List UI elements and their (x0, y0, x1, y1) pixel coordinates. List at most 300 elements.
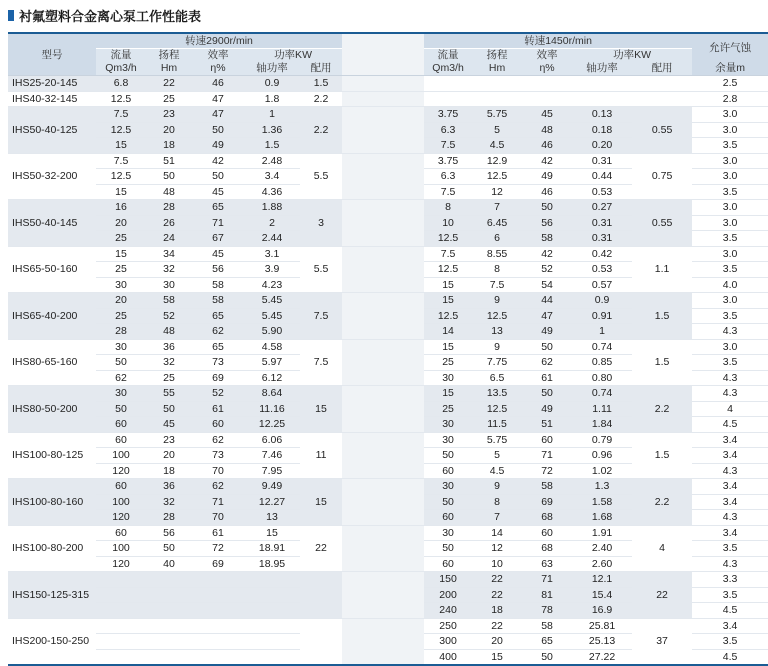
hi-eff-cell: 70 (192, 510, 244, 526)
lo-shaft-cell: 12.1 (572, 572, 632, 588)
lo-motor-cell: 2.2 (632, 479, 692, 526)
lo-shaft-cell: 0.27 (572, 200, 632, 216)
gap-cell (342, 76, 424, 92)
lo-flow-cell: 15 (424, 339, 472, 355)
lo-head-cell: 12.5 (472, 169, 522, 185)
lo-shaft-cell: 0.53 (572, 262, 632, 278)
hi-head-cell (146, 649, 192, 665)
hi-shaft-cell: 1.36 (244, 122, 300, 138)
lo-flow-cell: 400 (424, 649, 472, 665)
lo-eff-cell: 61 (522, 370, 572, 386)
hi-shaft-cell: 3.1 (244, 246, 300, 262)
gap-cell (342, 618, 424, 665)
lo-head-cell: 12 (472, 541, 522, 557)
hi-flow-cell: 50 (96, 355, 146, 371)
lo-flow-cell: 6.3 (424, 122, 472, 138)
table-title (8, 6, 201, 24)
model-cell: IHS65-50-160 (8, 246, 96, 293)
header-shaft-lo: 轴功率 (572, 62, 632, 76)
lo-flow-cell: 10 (424, 215, 472, 231)
gap-cell (342, 91, 424, 107)
lo-eff-cell: 46 (522, 184, 572, 200)
lo-shaft-cell: 0.96 (572, 448, 632, 464)
npsh-cell: 3.5 (692, 262, 768, 278)
lo-shaft-cell: 1.68 (572, 510, 632, 526)
npsh-cell: 3.0 (692, 107, 768, 123)
npsh-cell: 3.5 (692, 138, 768, 154)
hi-flow-cell: 7.5 (96, 107, 146, 123)
table-row (8, 76, 768, 92)
table-row (8, 293, 768, 309)
hi-head-cell: 32 (146, 262, 192, 278)
npsh-cell: 3.0 (692, 169, 768, 185)
hi-flow-cell: 30 (96, 386, 146, 402)
lo-eff-cell: 49 (522, 401, 572, 417)
lo-eff-cell: 71 (522, 448, 572, 464)
lo-eff-cell: 65 (522, 634, 572, 650)
hi-head-cell: 52 (146, 308, 192, 324)
lo-flow-cell: 30 (424, 432, 472, 448)
hi-head-cell: 30 (146, 277, 192, 293)
npsh-cell: 3.4 (692, 618, 768, 634)
gap-cell (342, 386, 424, 433)
hi-head-cell: 48 (146, 184, 192, 200)
hi-shaft-cell: 18.91 (244, 541, 300, 557)
lo-motor-cell: 0.55 (632, 107, 692, 154)
lo-flow-cell: 14 (424, 324, 472, 340)
hi-flow-cell: 30 (96, 339, 146, 355)
lo-eff-cell: 51 (522, 417, 572, 433)
hi-shaft-cell: 1 (244, 107, 300, 123)
hi-flow-cell: 120 (96, 463, 146, 479)
lo-eff-cell: 69 (522, 494, 572, 510)
npsh-cell: 4.3 (692, 386, 768, 402)
lo-eff-cell: 60 (522, 432, 572, 448)
hi-motor-cell: 5.5 (300, 153, 342, 200)
hi-shaft-cell (244, 572, 300, 588)
hi-flow-cell (96, 618, 146, 634)
lo-shaft-cell: 0.85 (572, 355, 632, 371)
model-cell: IHS100-80-125 (8, 432, 96, 479)
npsh-cell: 4.5 (692, 417, 768, 433)
lo-eff-cell: 49 (522, 169, 572, 185)
hi-head-cell: 20 (146, 122, 192, 138)
npsh-cell: 3.0 (692, 153, 768, 169)
lo-shaft-cell: 0.31 (572, 231, 632, 247)
hi-shaft-cell: 4.58 (244, 339, 300, 355)
npsh-cell: 3.4 (692, 494, 768, 510)
lo-eff-cell (522, 76, 572, 92)
hi-motor-cell: 2.2 (300, 107, 342, 154)
lo-flow-cell: 7.5 (424, 184, 472, 200)
hi-motor-cell: 15 (300, 386, 342, 433)
hi-head-cell: 25 (146, 370, 192, 386)
npsh-cell: 3.3 (692, 572, 768, 588)
hi-shaft-cell: 6.12 (244, 370, 300, 386)
lo-eff-cell: 60 (522, 525, 572, 541)
pump-performance-table (8, 32, 768, 666)
hi-flow-cell: 100 (96, 494, 146, 510)
hi-head-cell: 50 (146, 169, 192, 185)
hi-eff-cell: 47 (192, 91, 244, 107)
hi-eff-cell: 72 (192, 541, 244, 557)
lo-motor-cell (632, 76, 692, 92)
hi-eff-cell: 69 (192, 556, 244, 572)
lo-eff-cell: 48 (522, 122, 572, 138)
npsh-cell: 2.8 (692, 91, 768, 107)
table-row (8, 525, 768, 541)
gap-cell (342, 525, 424, 572)
lo-flow-cell: 12.5 (424, 262, 472, 278)
npsh-cell: 3.4 (692, 448, 768, 464)
npsh-cell: 4.0 (692, 277, 768, 293)
hi-eff-cell: 73 (192, 448, 244, 464)
lo-flow-cell: 50 (424, 494, 472, 510)
lo-head-cell: 6 (472, 231, 522, 247)
hi-head-cell: 45 (146, 417, 192, 433)
npsh-cell: 3.5 (692, 308, 768, 324)
hi-eff-cell: 49 (192, 138, 244, 154)
header-speed-1450: 转速1450r/min (424, 33, 692, 49)
header-eff-unit-hi: η% (192, 62, 244, 76)
lo-flow-cell: 50 (424, 541, 472, 557)
hi-eff-cell: 65 (192, 308, 244, 324)
lo-head-cell: 22 (472, 587, 522, 603)
header-speed-2900: 转速2900r/min (96, 33, 342, 49)
lo-motor-cell: 1.1 (632, 246, 692, 293)
hi-eff-cell: 62 (192, 432, 244, 448)
lo-head-cell: 5 (472, 448, 522, 464)
hi-shaft-cell: 1.5 (244, 138, 300, 154)
npsh-cell: 4.3 (692, 324, 768, 340)
lo-eff-cell: 47 (522, 308, 572, 324)
lo-eff-cell: 50 (522, 649, 572, 665)
lo-head-cell: 7 (472, 200, 522, 216)
hi-head-cell: 22 (146, 76, 192, 92)
lo-flow-cell: 15 (424, 277, 472, 293)
hi-head-cell: 50 (146, 401, 192, 417)
lo-shaft-cell: 0.13 (572, 107, 632, 123)
table-row (8, 91, 768, 107)
header-head-unit-hi: Hm (146, 62, 192, 76)
table-row (8, 572, 768, 588)
hi-flow-cell: 15 (96, 138, 146, 154)
lo-head-cell: 7 (472, 510, 522, 526)
lo-flow-cell: 200 (424, 587, 472, 603)
hi-flow-cell: 60 (96, 432, 146, 448)
header-flow-unit-lo: Qm3/h (424, 62, 472, 76)
lo-flow-cell: 15 (424, 293, 472, 309)
lo-head-cell: 18 (472, 603, 522, 619)
hi-eff-cell: 73 (192, 355, 244, 371)
lo-motor-cell (632, 91, 692, 107)
header-head-unit-lo: Hm (472, 62, 522, 76)
lo-flow-cell: 25 (424, 401, 472, 417)
hi-shaft-cell: 12.27 (244, 494, 300, 510)
lo-head-cell: 12.5 (472, 401, 522, 417)
npsh-cell: 4.3 (692, 463, 768, 479)
lo-eff-cell: 81 (522, 587, 572, 603)
hi-flow-cell: 12.5 (96, 122, 146, 138)
header-power-hi: 功率KW (244, 49, 342, 63)
hi-eff-cell (192, 603, 244, 619)
lo-head-cell: 7.75 (472, 355, 522, 371)
model-cell: IHS100-80-200 (8, 525, 96, 572)
lo-eff-cell: 62 (522, 355, 572, 371)
table-row (8, 479, 768, 495)
hi-head-cell: 51 (146, 153, 192, 169)
lo-head-cell: 14 (472, 525, 522, 541)
lo-shaft-cell: 1.02 (572, 463, 632, 479)
lo-shaft-cell: 0.44 (572, 169, 632, 185)
hi-flow-cell: 50 (96, 401, 146, 417)
lo-head-cell: 6.5 (472, 370, 522, 386)
hi-motor-cell: 7.5 (300, 339, 342, 386)
hi-shaft-cell: 18.95 (244, 556, 300, 572)
hi-flow-cell: 7.5 (96, 153, 146, 169)
lo-flow-cell: 7.5 (424, 138, 472, 154)
lo-eff-cell: 78 (522, 603, 572, 619)
hi-shaft-cell: 2.44 (244, 231, 300, 247)
hi-shaft-cell: 4.23 (244, 277, 300, 293)
hi-eff-cell: 58 (192, 277, 244, 293)
model-cell: IHS100-80-160 (8, 479, 96, 526)
hi-shaft-cell (244, 603, 300, 619)
hi-head-cell: 58 (146, 293, 192, 309)
lo-eff-cell: 56 (522, 215, 572, 231)
header-model: 型号 (8, 33, 96, 76)
lo-head-cell: 15 (472, 649, 522, 665)
header-flow-lo: 流量 (424, 49, 472, 63)
hi-motor-cell: 2.2 (300, 91, 342, 107)
hi-flow-cell: 16 (96, 200, 146, 216)
lo-head-cell: 12.9 (472, 153, 522, 169)
lo-flow-cell: 240 (424, 603, 472, 619)
npsh-cell: 3.0 (692, 339, 768, 355)
hi-flow-cell (96, 649, 146, 665)
npsh-cell: 4.5 (692, 649, 768, 665)
lo-head-cell: 10 (472, 556, 522, 572)
lo-shaft-cell: 2.60 (572, 556, 632, 572)
gap-cell (342, 572, 424, 619)
gap-cell (342, 339, 424, 386)
lo-flow-cell: 12.5 (424, 231, 472, 247)
hi-head-cell: 26 (146, 215, 192, 231)
hi-motor-cell: 11 (300, 432, 342, 479)
hi-shaft-cell (244, 618, 300, 634)
lo-eff-cell (522, 91, 572, 107)
hi-head-cell: 28 (146, 200, 192, 216)
hi-motor-cell (300, 572, 342, 619)
hi-eff-cell: 50 (192, 122, 244, 138)
hi-flow-cell: 62 (96, 370, 146, 386)
hi-shaft-cell: 6.06 (244, 432, 300, 448)
hi-flow-cell: 15 (96, 184, 146, 200)
hi-flow-cell (96, 587, 146, 603)
npsh-cell: 4 (692, 401, 768, 417)
hi-eff-cell: 52 (192, 386, 244, 402)
lo-head-cell (472, 76, 522, 92)
lo-eff-cell: 58 (522, 231, 572, 247)
lo-head-cell: 8 (472, 262, 522, 278)
hi-shaft-cell: 7.95 (244, 463, 300, 479)
header-power-lo: 功率KW (572, 49, 692, 63)
gap-cell (342, 293, 424, 340)
hi-flow-cell (96, 572, 146, 588)
lo-eff-cell: 50 (522, 339, 572, 355)
hi-shaft-cell: 13 (244, 510, 300, 526)
gap-cell (342, 153, 424, 200)
hi-shaft-cell (244, 634, 300, 650)
hi-head-cell (146, 618, 192, 634)
lo-head-cell: 6.45 (472, 215, 522, 231)
hi-head-cell: 56 (146, 525, 192, 541)
hi-flow-cell: 12.5 (96, 91, 146, 107)
header-motor-hi: 配用 (300, 62, 342, 76)
lo-head-cell: 5.75 (472, 107, 522, 123)
lo-shaft-cell: 25.13 (572, 634, 632, 650)
header-eff-unit-lo: η% (522, 62, 572, 76)
lo-head-cell: 8 (472, 494, 522, 510)
lo-head-cell: 5.75 (472, 432, 522, 448)
lo-shaft-cell: 0.53 (572, 184, 632, 200)
lo-head-cell (472, 91, 522, 107)
lo-flow-cell: 300 (424, 634, 472, 650)
lo-eff-cell: 63 (522, 556, 572, 572)
hi-flow-cell: 25 (96, 308, 146, 324)
table-body (8, 76, 768, 666)
hi-eff-cell (192, 618, 244, 634)
hi-eff-cell (192, 649, 244, 665)
hi-head-cell: 36 (146, 479, 192, 495)
gap-cell (342, 246, 424, 293)
hi-shaft-cell (244, 587, 300, 603)
npsh-cell: 4.3 (692, 370, 768, 386)
hi-head-cell: 34 (146, 246, 192, 262)
lo-flow-cell (424, 76, 472, 92)
hi-flow-cell: 28 (96, 324, 146, 340)
lo-shaft-cell: 0.42 (572, 246, 632, 262)
lo-flow-cell: 50 (424, 448, 472, 464)
lo-eff-cell: 45 (522, 107, 572, 123)
hi-shaft-cell: 15 (244, 525, 300, 541)
hi-eff-cell: 47 (192, 107, 244, 123)
lo-shaft-cell: 0.74 (572, 339, 632, 355)
hi-eff-cell: 56 (192, 262, 244, 278)
lo-shaft-cell: 1 (572, 324, 632, 340)
lo-shaft-cell: 1.3 (572, 479, 632, 495)
lo-head-cell: 8.55 (472, 246, 522, 262)
npsh-cell: 3.0 (692, 122, 768, 138)
lo-shaft-cell: 15.4 (572, 587, 632, 603)
hi-head-cell: 32 (146, 494, 192, 510)
hi-flow-cell (96, 634, 146, 650)
hi-head-cell: 50 (146, 541, 192, 557)
header-flow-hi: 流量 (96, 49, 146, 63)
lo-eff-cell: 44 (522, 293, 572, 309)
hi-shaft-cell: 8.64 (244, 386, 300, 402)
lo-motor-cell: 1.5 (632, 339, 692, 386)
npsh-cell: 3.5 (692, 231, 768, 247)
lo-eff-cell: 58 (522, 479, 572, 495)
hi-eff-cell: 50 (192, 169, 244, 185)
lo-flow-cell: 12.5 (424, 308, 472, 324)
lo-motor-cell: 1.5 (632, 432, 692, 479)
lo-eff-cell: 71 (522, 572, 572, 588)
hi-motor-cell: 3 (300, 200, 342, 247)
npsh-cell: 3.0 (692, 293, 768, 309)
lo-head-cell: 7.5 (472, 277, 522, 293)
model-cell: IHS50-40-145 (8, 200, 96, 247)
lo-shaft-cell: 0.31 (572, 215, 632, 231)
hi-motor-cell: 7.5 (300, 293, 342, 340)
lo-shaft-cell: 1.11 (572, 401, 632, 417)
title-bullet-icon (8, 10, 14, 21)
header-flow-unit-hi: Qm3/h (96, 62, 146, 76)
lo-eff-cell: 68 (522, 541, 572, 557)
hi-flow-cell: 60 (96, 417, 146, 433)
hi-flow-cell: 120 (96, 510, 146, 526)
lo-shaft-cell: 0.9 (572, 293, 632, 309)
hi-head-cell: 36 (146, 339, 192, 355)
header-eff-lo: 效率 (522, 49, 572, 63)
hi-flow-cell: 25 (96, 231, 146, 247)
lo-flow-cell: 60 (424, 556, 472, 572)
lo-head-cell: 4.5 (472, 463, 522, 479)
hi-shaft-cell: 12.25 (244, 417, 300, 433)
hi-motor-cell: 5.5 (300, 246, 342, 293)
table-row (8, 153, 768, 169)
hi-head-cell (146, 572, 192, 588)
hi-shaft-cell: 5.97 (244, 355, 300, 371)
table-row (8, 386, 768, 402)
hi-head-cell: 40 (146, 556, 192, 572)
hi-flow-cell: 20 (96, 293, 146, 309)
hi-eff-cell: 42 (192, 153, 244, 169)
lo-head-cell: 12.5 (472, 308, 522, 324)
hi-eff-cell: 45 (192, 246, 244, 262)
npsh-cell: 2.5 (692, 76, 768, 92)
lo-motor-cell: 37 (632, 618, 692, 665)
lo-motor-cell: 4 (632, 525, 692, 572)
table-row (8, 200, 768, 216)
lo-head-cell: 11.5 (472, 417, 522, 433)
lo-flow-cell: 30 (424, 479, 472, 495)
lo-flow-cell: 30 (424, 370, 472, 386)
lo-flow-cell: 30 (424, 417, 472, 433)
header-head-lo: 扬程 (472, 49, 522, 63)
gap-cell (342, 107, 424, 154)
hi-flow-cell: 30 (96, 277, 146, 293)
lo-motor-cell: 2.2 (632, 386, 692, 433)
lo-shaft-cell (572, 76, 632, 92)
hi-head-cell: 25 (146, 91, 192, 107)
hi-flow-cell: 100 (96, 541, 146, 557)
table-row (8, 432, 768, 448)
lo-shaft-cell: 0.79 (572, 432, 632, 448)
hi-shaft-cell: 1.88 (244, 200, 300, 216)
hi-shaft-cell: 11.16 (244, 401, 300, 417)
header-npsh: 允许气蚀 (692, 33, 768, 62)
model-cell: IHS80-65-160 (8, 339, 96, 386)
lo-shaft-cell: 25.81 (572, 618, 632, 634)
lo-head-cell: 22 (472, 572, 522, 588)
lo-motor-cell: 0.55 (632, 200, 692, 247)
hi-shaft-cell: 5.90 (244, 324, 300, 340)
hi-motor-cell: 1.5 (300, 76, 342, 92)
lo-flow-cell: 7.5 (424, 246, 472, 262)
lo-shaft-cell: 2.40 (572, 541, 632, 557)
